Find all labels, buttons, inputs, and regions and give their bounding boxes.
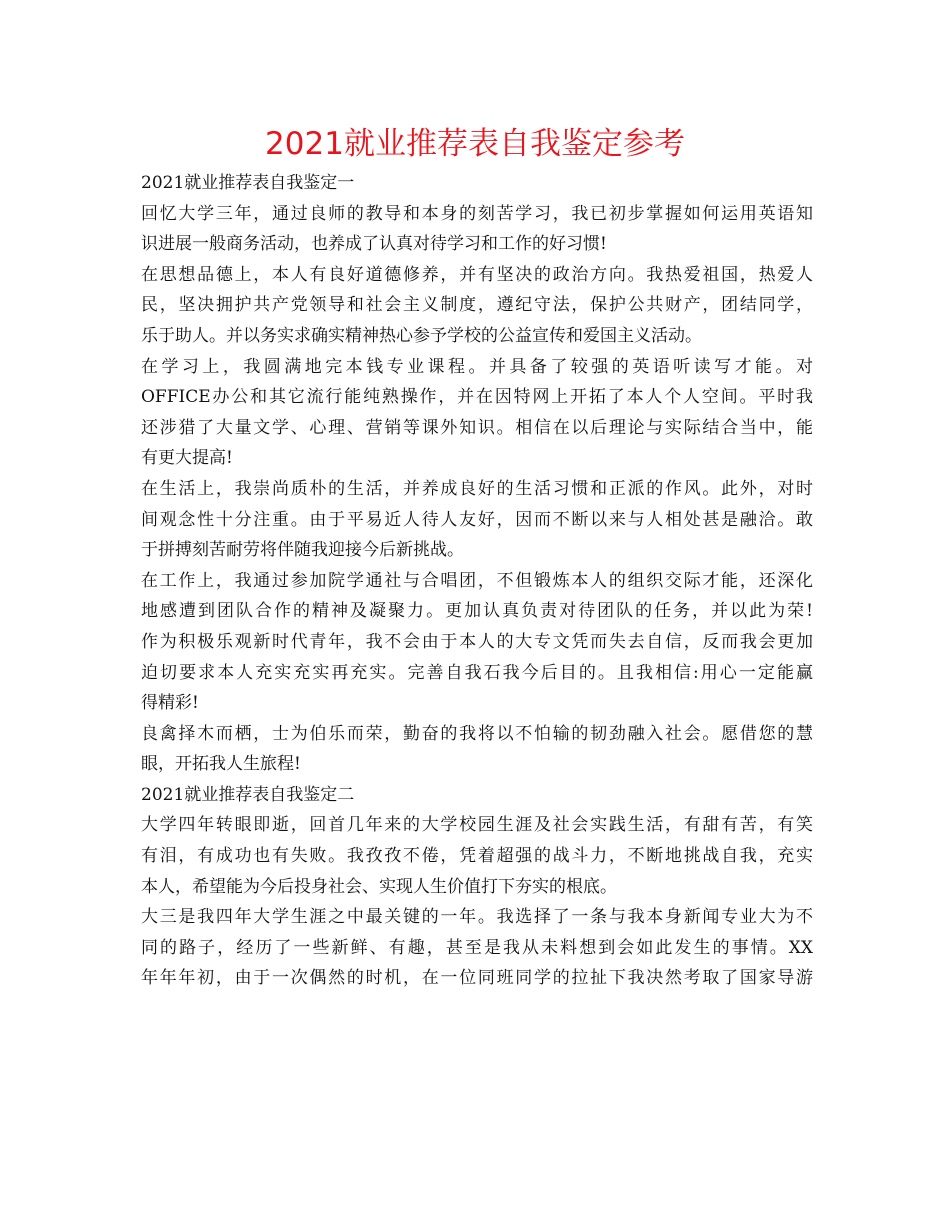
body-line: 识进展一般商务活动，也养成了认真对待学习和工作的好习惯! — [141, 234, 607, 255]
body-line: 在生活上，我崇尚质朴的生活，并养成良好的生活习惯和正派的作风。此外，对时 — [141, 478, 813, 499]
body-line: 还涉猎了大量文学、心理、营销等课外知识。相信在以后理论与实际结合当中，能 — [141, 417, 813, 438]
body-line: 良禽择木而栖，士为伯乐而荣，勤奋的我将以不怕输的韧劲融入社会。愿借您的慧 — [141, 723, 813, 744]
body-line: 迫切要求本人充实充实再充实。完善自我石我今后目的。且我相信:用心一定能赢 — [141, 662, 813, 683]
body-line: 眼，开拓我人生旅程! — [141, 754, 301, 775]
body-line: 2021就业推荐表自我鉴定一 — [141, 173, 355, 193]
body-line: 有泪，有成功也有失败。我孜孜不倦，凭着超强的战斗力，不断地挑战自我，充实 — [141, 846, 813, 867]
body-line: 本人，希望能为今后投身社会、实现人生价值打下夯实的根底。 — [141, 876, 617, 897]
body-line: 同的路子，经历了一些新鲜、有趣，甚至是我从未料想到会如此发生的事情。XX — [141, 937, 813, 958]
body-line: 在思想品德上，本人有良好道德修养，并有坚决的政治方向。我热爱祖国，热爱人 — [141, 264, 813, 285]
body-line: 作为积极乐观新时代青年，我不会由于本人的大专文凭而失去自信，反而我会更加 — [141, 631, 813, 652]
body-line: 在学习上，我圆满地完本钱专业课程。并具备了较强的英语听读写才能。对 — [141, 356, 813, 377]
body-line: 民，坚决拥护共产党领导和社会主义制度，遵纪守法，保护公共财产，团结同学， — [141, 295, 813, 316]
body-line: 大三是我四年大学生涯之中最关键的一年。我选择了一条与我本身新闻专业大为不 — [141, 907, 813, 928]
body-line: 大学四年转眼即逝，回首几年来的大学校园生涯及社会实践生活，有甜有苦，有笑 — [141, 815, 813, 836]
body-line: OFFICE办公和其它流行能纯熟操作，并在因特网上开拓了本人个人空间。平时我 — [141, 387, 813, 408]
body-line: 地感遭到团队合作的精神及凝聚力。更加认真负责对待团队的任务，并以此为荣! — [141, 601, 813, 622]
body-line: 乐于助人。并以务实求确实精神热心参予学校的公益宣传和爱国主义活动。 — [141, 325, 702, 346]
body-line: 于拼搏刻苦耐劳将伴随我迎接今后新挑战。 — [141, 540, 464, 561]
body-line: 2021就业推荐表自我鉴定二 — [141, 784, 355, 805]
body-line: 年年年初，由于一次偶然的时机，在一位同班同学的拉扯下我决然考取了国家导游 — [141, 968, 813, 989]
body-line: 得精彩! — [141, 693, 199, 714]
body-line: 回忆大学三年，通过良师的教导和本身的刻苦学习，我已初步掌握如何运用英语知 — [141, 203, 813, 224]
document-title: 2021就业推荐表自我鉴定参考 — [265, 126, 685, 162]
body-line: 有更大提高! — [141, 448, 233, 469]
body-line: 间观念性十分注重。由于平易近人待人友好，因而不断以来与人相处甚是融洽。敢 — [141, 509, 813, 530]
document-body — [141, 168, 813, 994]
body-line: 在工作上，我通过参加院学通社与合唱团，不但锻炼本人的组织交际才能，还深化 — [141, 570, 813, 591]
